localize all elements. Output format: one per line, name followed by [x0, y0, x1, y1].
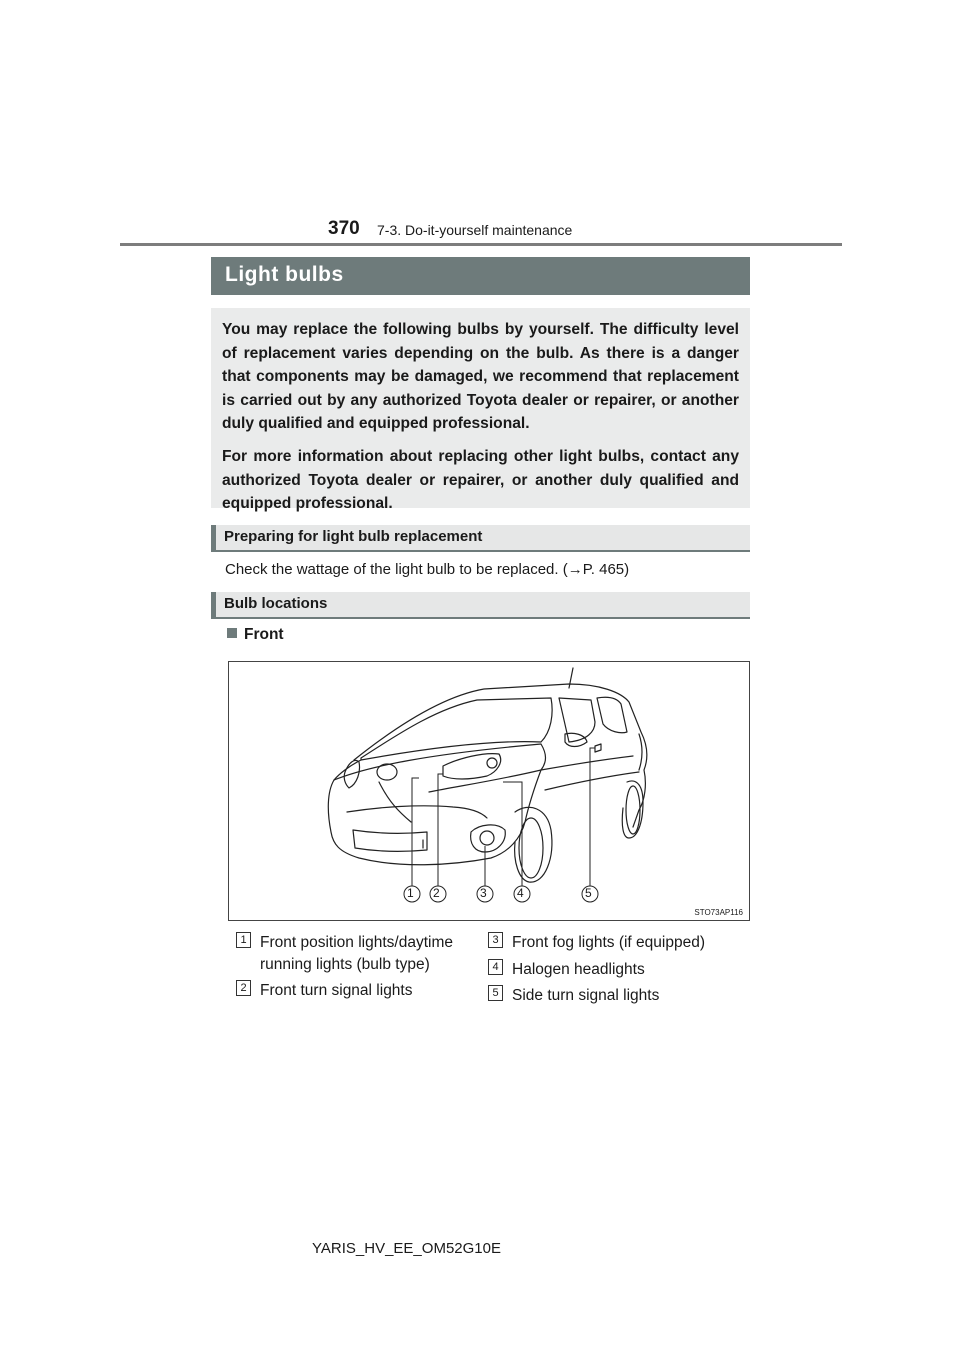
header-rule	[120, 243, 842, 246]
legend-text: Front turn signal lights	[260, 982, 413, 999]
legend-number-badge: 2	[236, 980, 251, 996]
callout-3: 3	[480, 886, 487, 900]
page-title: Light bulbs	[225, 263, 344, 286]
legend-item	[488, 959, 750, 981]
legend-item	[236, 980, 486, 1002]
legend-number-badge: 3	[488, 932, 503, 948]
legend-item	[488, 985, 750, 1007]
car-illustration	[229, 662, 749, 920]
section-title: 7-3. Do-it-yourself maintenance	[377, 222, 573, 238]
bulb-locations-heading	[211, 592, 750, 619]
legend-text: Halogen headlights	[512, 961, 645, 978]
callout-5: 5	[585, 886, 592, 900]
check-wattage-text: Check the wattage of the light bulb to be replaced. (→P. 465)	[225, 561, 630, 578]
main-title-bar	[211, 257, 750, 295]
callout-4: 4	[517, 886, 524, 900]
legend-item	[488, 932, 750, 954]
legend-text: running lights (bulb type)	[260, 956, 430, 973]
heading-bar	[211, 592, 216, 617]
legend-text: Front fog lights (if equipped)	[512, 934, 705, 951]
heading-bar	[211, 525, 216, 550]
intro-box	[211, 308, 750, 513]
intro-paragraph: You may replace the following bulbs by yourself. The difficulty level of replacement varies depending on the bulb. As there is a danger that components may be damaged, we recommend that replacement is carried out by any authorized Toyota dealer or repairer, or another duly qualified and equipped professional.	[222, 321, 739, 433]
legend-text: Side turn signal lights	[512, 987, 660, 1004]
legend-number-badge: 4	[488, 959, 503, 975]
front-label	[227, 626, 284, 644]
figure-code: STO73AP116	[694, 908, 743, 917]
legend-number-badge: 5	[488, 985, 503, 1001]
preparing-heading	[211, 525, 750, 552]
intro-paragraph: For more information about replacing other light bulbs, contact any authorized Toyota dealer or repairer, or another duly qualified and equipped professional.	[222, 447, 739, 513]
bulb-locations-heading-text: Bulb locations	[224, 595, 328, 612]
car-figure	[228, 661, 750, 921]
front-label-text: Front	[244, 626, 284, 643]
square-bullet-icon	[227, 628, 237, 638]
page-number: 370	[328, 218, 360, 239]
preparing-heading-text: Preparing for light bulb replacement	[224, 528, 483, 545]
legend-number-badge: 1	[236, 932, 251, 948]
legend-item	[236, 932, 486, 976]
callout-2: 2	[433, 886, 440, 900]
legend-text: Front position lights/daytime	[260, 934, 453, 951]
footer-doc-code: YARIS_HV_EE_OM52G10E	[312, 1240, 501, 1257]
callout-1: 1	[407, 886, 414, 900]
